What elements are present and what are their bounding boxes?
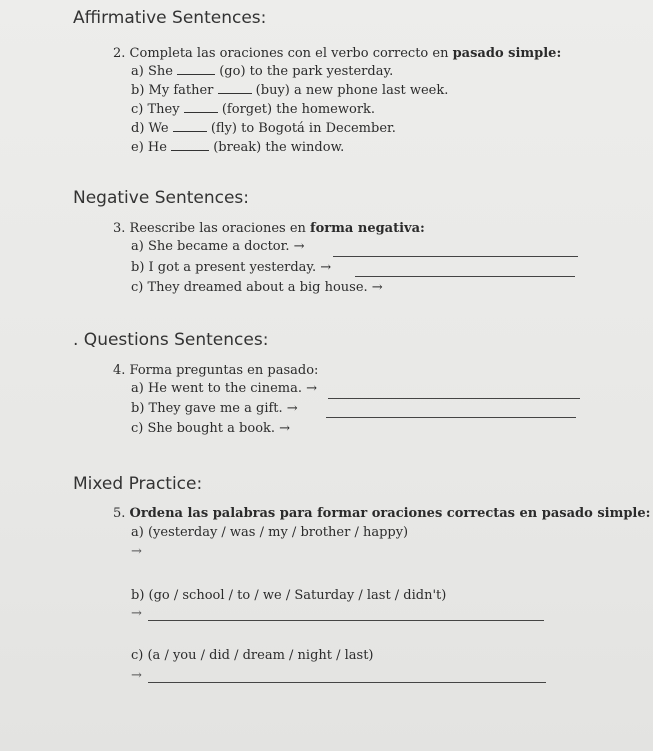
answer-blank[interactable] <box>184 102 218 113</box>
exercise-2-item-a: a) She (go) to the park yesterday. <box>131 64 394 79</box>
answer-line[interactable] <box>355 276 575 277</box>
questions-heading: . Questions Sentences: <box>73 330 269 350</box>
exercise-3-item-b: b) I got a present yesterday. → <box>131 260 332 275</box>
exercise-3-item-a: a) She became a doctor. → <box>131 239 305 254</box>
exercise-4-instruction: 4. Forma preguntas en pasado: <box>113 363 319 378</box>
exercise-5-instruction: 5. Ordena las palabras para formar oraciones correctas en pasado simple: <box>113 506 651 521</box>
exercise-4-item-c: c) She bought a book. → <box>131 421 291 436</box>
negative-heading: Negative Sentences: <box>73 188 250 208</box>
affirmative-heading: Affirmative Sentences: <box>73 8 267 28</box>
exercise-3-instruction: 3. Reescribe las oraciones en forma negativa: <box>113 221 425 236</box>
exercise-2-item-e: e) He (break) the window. <box>131 140 345 155</box>
answer-line[interactable] <box>148 682 546 683</box>
exercise-5-item-b: b) (go / school / to / we / Saturday / last / didn't) <box>131 588 447 603</box>
exercise-5-item-c: c) (a / you / did / dream / night / last) <box>131 648 374 663</box>
answer-line[interactable] <box>326 417 576 418</box>
exercise-5-item-a: a) (yesterday / was / my / brother / happy) <box>131 525 409 540</box>
answer-line[interactable] <box>328 398 580 399</box>
exercise-2-item-d: d) We (fly) to Bogotá in December. <box>131 121 396 136</box>
arrow-icon: → <box>131 606 142 621</box>
answer-blank[interactable] <box>171 140 209 151</box>
exercise-2-item-c: c) They (forget) the homework. <box>131 102 376 117</box>
answer-blank[interactable] <box>218 83 252 94</box>
exercise-2-instruction: 2. Completa las oraciones con el verbo correcto en pasado simple: <box>113 46 562 61</box>
exercise-2-item-b: b) My father (buy) a new phone last week. <box>131 83 449 98</box>
mixed-practice-heading: Mixed Practice: <box>73 474 203 494</box>
arrow-icon: → <box>131 544 142 559</box>
answer-blank[interactable] <box>173 121 207 132</box>
arrow-icon: → <box>131 668 142 683</box>
exercise-4-item-a: a) He went to the cinema. → <box>131 381 318 396</box>
exercise-3-item-c: c) They dreamed about a big house. → <box>131 280 383 295</box>
answer-line[interactable] <box>148 620 544 621</box>
answer-blank[interactable] <box>177 64 215 75</box>
exercise-4-item-b: b) They gave me a gift. → <box>131 401 298 416</box>
answer-line[interactable] <box>333 256 578 257</box>
